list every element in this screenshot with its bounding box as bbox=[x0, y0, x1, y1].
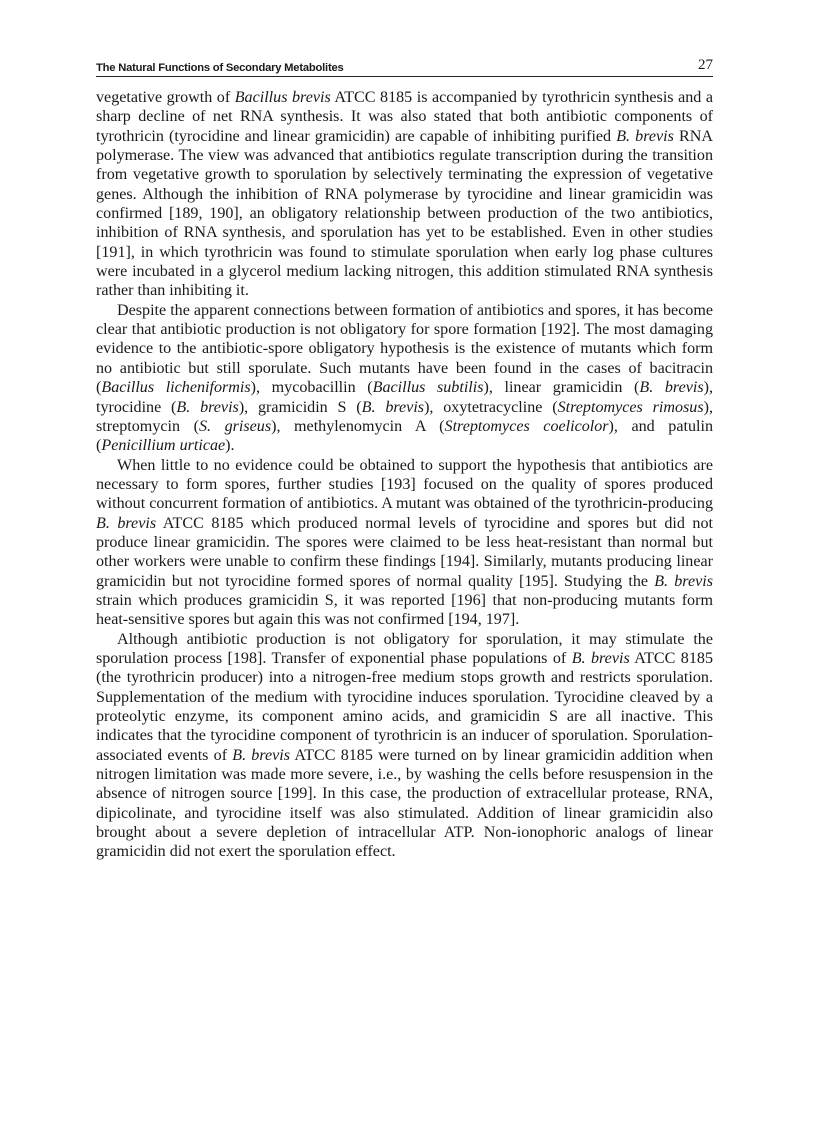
running-header bbox=[96, 54, 713, 77]
text-run: ). bbox=[225, 437, 235, 455]
italic-term: B. brevis bbox=[639, 379, 704, 397]
text-run: RNA polymerase. The view was advanced that antibiotics regulate transcription during the transition from vegetative growth to sporulation by selectively terminating the expression of vegetative genes. Although the inhibition of RNA polymerase by tyrocidine and linear gramicidin was confirmed [189, 190], an obligatory relationship between production of the two antibiotics, inhibition of RNA synthesis, and sporulation has yet to be established. Even in other studies [191], in which tyrothricin was found to stimulate sporulation when early log phase cultures were incubated in a glycerol medium lacking nitrogen, this addition stimulated RNA synthesis rather than inhibiting it. bbox=[96, 127, 713, 300]
italic-term: Bacillus licheniformis bbox=[101, 379, 251, 397]
text-run: ATCC 8185 were turned on by linear gramicidin addition when nitrogen limitation was made more severe, i.e., by washing the cells before resuspension in the absence of nitrogen source [199]. In this case, the production of extracellular protease, RNA, dipicolinate, and tyrocidine itself was also stimulated. Addition of linear gramicidin also brought about a severe depletion of intracellular ATP. Non-ionophoric analogs of linear gramicidin did not exert the sporulation effect. bbox=[96, 746, 713, 861]
text-run: ), mycobacillin ( bbox=[250, 379, 373, 397]
text-run: Although antibiotic production is not obligatory for sporulation, it may stimulate the sporulation process [198]. Transfer of exponential phase populations of bbox=[96, 630, 713, 667]
paragraph bbox=[96, 88, 713, 301]
italic-term: B. brevis bbox=[571, 649, 630, 667]
document-page bbox=[96, 54, 713, 862]
italic-term: B. brevis bbox=[616, 127, 674, 145]
text-run: ), oxytetracycline ( bbox=[424, 398, 558, 416]
italic-term: S. griseus bbox=[198, 417, 272, 435]
text-run: ATCC 8185 which produced normal levels of tyrocidine and spores but did not produce linear gramicidin. The spores were claimed to be less heat-resistant than normal but other workers were unable to confirm these findings [194]. Similarly, mutants producing linear gramicidin but not tyrocidine formed spores of normal quality [195]. Studying the bbox=[96, 514, 713, 590]
italic-term: Bacillus subtilis bbox=[372, 379, 484, 397]
italic-term: B. brevis bbox=[654, 572, 713, 590]
page-number: 27 bbox=[698, 57, 713, 73]
body-text bbox=[96, 88, 713, 862]
text-run: ), gramicidin S ( bbox=[238, 398, 362, 416]
text-run: vegetative growth of bbox=[96, 89, 235, 106]
paragraph bbox=[96, 630, 713, 862]
text-run: strain which produces gramicidin S, it was reported [196] that non-producing mutants form heat-sensitive spores but again this was not confirmed [194, 197]. bbox=[96, 591, 713, 629]
paragraph bbox=[96, 456, 713, 630]
italic-term: Streptomyces rimosus bbox=[557, 398, 704, 416]
text-run: ), and patulin ( bbox=[96, 417, 713, 455]
running-title: The Natural Functions of Secondary Metabolites bbox=[96, 62, 344, 74]
text-run: ), linear gramicidin ( bbox=[483, 379, 640, 397]
text-run: ), methylenomycin A ( bbox=[271, 417, 445, 435]
text-run: Despite the apparent connections between formation of antibiotics and spores, it has become clear that antibiotic production is not obligatory for spore formation [192]. The most damaging evidence to the antibiotic-spore obligatory hypothesis is the existence of mutants which form no antibiotic but still sporulate. Such mutants have been found in the cases of bacitracin ( bbox=[96, 301, 713, 397]
italic-term: Bacillus brevis bbox=[234, 89, 331, 106]
italic-term: B. brevis bbox=[96, 514, 157, 532]
italic-term: B. brevis bbox=[361, 398, 425, 416]
italic-term: Penicillium urticae bbox=[101, 437, 226, 455]
text-run: ATCC 8185 (the tyrothricin producer) into a nitrogen-free medium stops growth and restricts sporulation. Supplementation of the medium with tyrocidine induces sporulation. Tyrocidine cleaved by a proteolytic enzyme, its component amino acids, and gramicidin S are all inactive. This indicates that the tyrocidine component of tyrothricin is an inducer of sporulation. Sporulation-associated events of bbox=[96, 649, 713, 764]
text-run: ), tyrocidine ( bbox=[96, 379, 714, 416]
italic-term: B. brevis bbox=[232, 746, 291, 764]
text-run: ATCC 8185 is accompanied by tyrothricin synthesis and a sharp decline of net RNA synthesis. It was also stated that both antibiotic components of tyrothricin (tyrocidine and linear gramicidin) are capable of inhibiting purified bbox=[96, 89, 713, 145]
paragraph bbox=[96, 301, 713, 456]
text-run: ), streptomycin ( bbox=[96, 398, 713, 435]
italic-term: Streptomyces coelicolor bbox=[444, 417, 609, 435]
italic-term: B. brevis bbox=[176, 398, 239, 416]
text-run: When little to no evidence could be obtained to support the hypothesis that antibiotics are necessary to form spores, further studies [193] focused on the quality of spores produced without concurrent formation of antibiotics. A mutant was obtained of the tyrothricin-producing bbox=[96, 456, 713, 513]
